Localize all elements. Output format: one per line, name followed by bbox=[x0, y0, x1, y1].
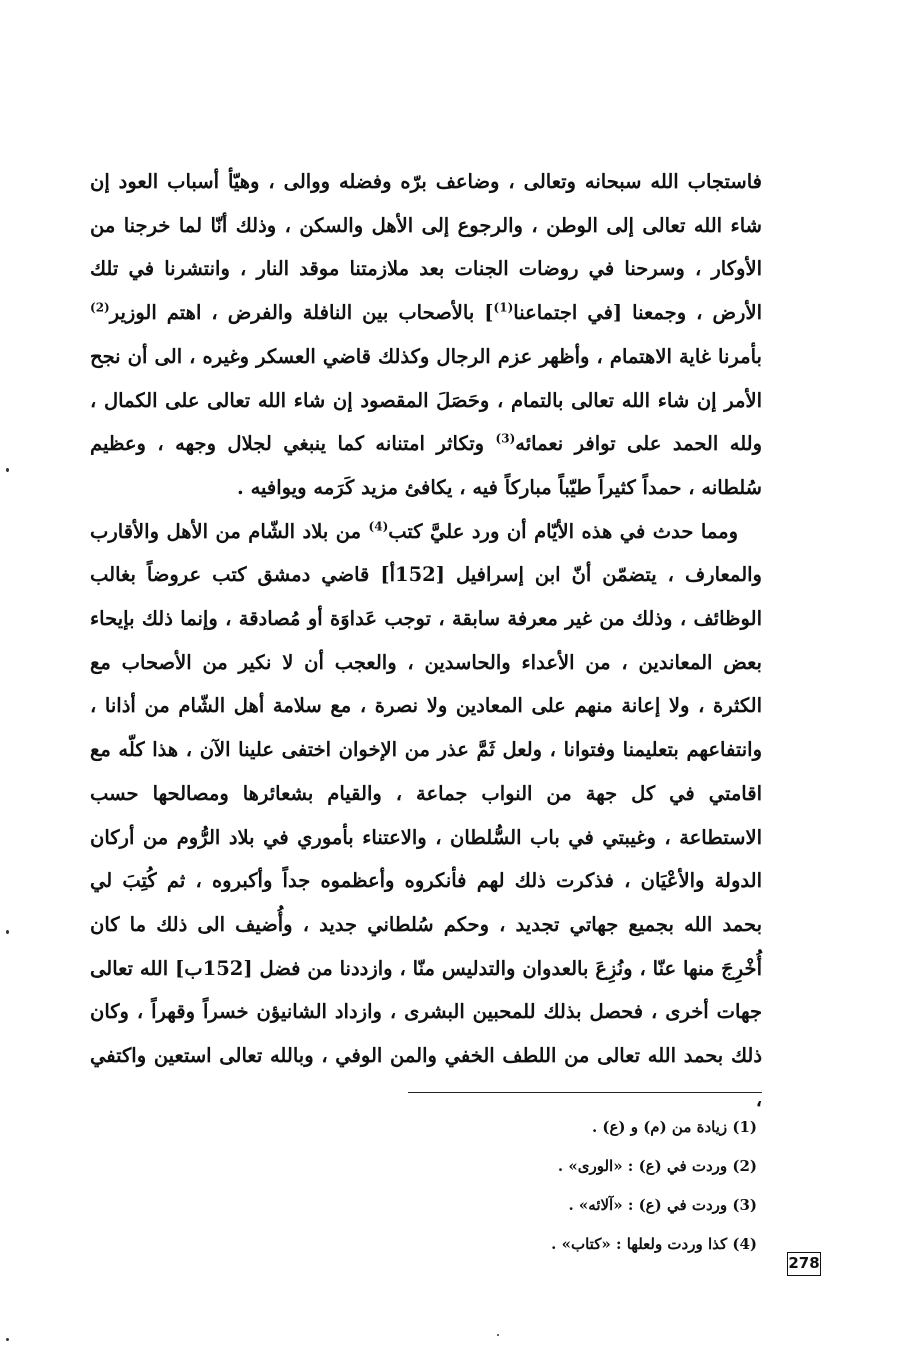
text-run: ] بالأصحاب بين النافلة والفرض ، اهتم الوزير bbox=[109, 301, 494, 325]
text-run: بأمرنا غاية الاهتمام ، وأظهر عزم الرجال وكذلك قاضي العسكر وغيره ، الى أن نجح الأمر إن شاء الله تعالى بالتمام ، وحَصَلَ المقصود إن شاء الله تعالى على الكمال ، ولله الحمد على توافر نعمائه bbox=[90, 344, 763, 456]
page-number: 278 bbox=[787, 1252, 821, 1276]
scan-speck bbox=[497, 1334, 499, 1336]
text-run: وتكاثر امتنانه كما ينبغي لجلال وجهه ، وعظيم سُلطانه ، حمداً كثيراً طيّباً مباركاً فيه ، يكافئ مزيد كَرَمه ويوافيه . bbox=[90, 432, 762, 499]
footnote-3: (3) وردت في (ع) : «آلائه» . bbox=[568, 1196, 757, 1214]
footnote-marker: (3) bbox=[495, 431, 516, 446]
footnote-marker: (4) bbox=[368, 519, 389, 534]
footnote-marker: (1) bbox=[493, 300, 514, 315]
footnote-4: (4) كذا وردت ولعلها : «كتاب» . bbox=[551, 1235, 757, 1253]
footnote-separator bbox=[408, 1092, 762, 1093]
footnote-marker: (2) bbox=[90, 300, 110, 315]
footnote-2: (2) وردت في (ع) : «الورى» . bbox=[557, 1157, 757, 1175]
text-run: فاستجاب الله سبحانه وتعالى ، وضاعف برّه وفضله ووالى ، وهيّأ أسباب العود إن شاء الله تعالى إلى الوطن ، والرجوع إلى الأهل والسكن ، وذلك أنّا لما خرجنا من الأوكار ، وسرحنا في روضات الجنات بعد ملازمتنا موقد النار ، وانتشرنا في تلك الأرض ، وجمعنا [في اجتماعنا bbox=[90, 170, 763, 325]
main-text bbox=[90, 160, 762, 1121]
scan-speck bbox=[6, 930, 9, 934]
scan-speck bbox=[6, 1338, 9, 1341]
paragraph bbox=[90, 510, 762, 1122]
text-run: من بلاد الشّام من الأهل والأقارب والمعارف ، يتضمّن أنّ ابن إسرافيل [152أ] قاضي دمشق كتب عروضاً بغالب الوظائف ، وذلك من غير معرفة سابقة ، توجب عَداوَة أو مُصادقة ، وإنما ذلك بإيحاء بعض المعاندين ، من الأعداء والحاسدين ، والعجب أن لا نكير من الأصحاب مع الكثرة ، ولا إعانة منهم على المعادين ولا نصرة ، مع سلامة أهل الشّام من أذانا ، وانتفاعهم بتعليمنا وفتوانا ، ولعل ثَمَّ عذر من الإخوان اختفى علينا الآن ، هذا كلّه مع اقامتي في كل جهة من النواب جماعة ، والقيام بشعائرها ومصالحها حسب الاستطاعة ، وغيبتي في باب السُّلطان ، والاعتناء بأموري في بلاد الرُّوم من أركان الدولة والأعْيَان ، فذكرت ذلك لهم فأنكروه وأعظموه جداً وأكبروه ، ثم كُتِبَ لي بحمد الله بجميع جهاتي تجديد ، وحكم سُلطاني جديد ، وأُضيف الى ذلك ما كان أُخْرِجَ منها عنّا ، ونُزِعَ بالعدوان والتدليس منّا ، وازددنا من فضل [152ب] الله تعالى جهات أخرى ، فحصل بذلك للمحبين البشرى ، وازداد الشانيؤن خسراً وقهراً ، وكان ذلك بحمد الله تعالى من اللطف الخفي والمن الوفي ، وبالله تعالى استعين واكتفي ، bbox=[90, 519, 763, 1111]
footnotes bbox=[300, 1108, 757, 1264]
text-run: ومما حدث في هذه الأيّام أن ورد عليَّ كتب bbox=[388, 519, 738, 543]
paragraph bbox=[90, 160, 762, 510]
scan-speck bbox=[6, 468, 9, 472]
footnote-1: (1) زيادة من (م) و (ع) . bbox=[591, 1118, 757, 1136]
